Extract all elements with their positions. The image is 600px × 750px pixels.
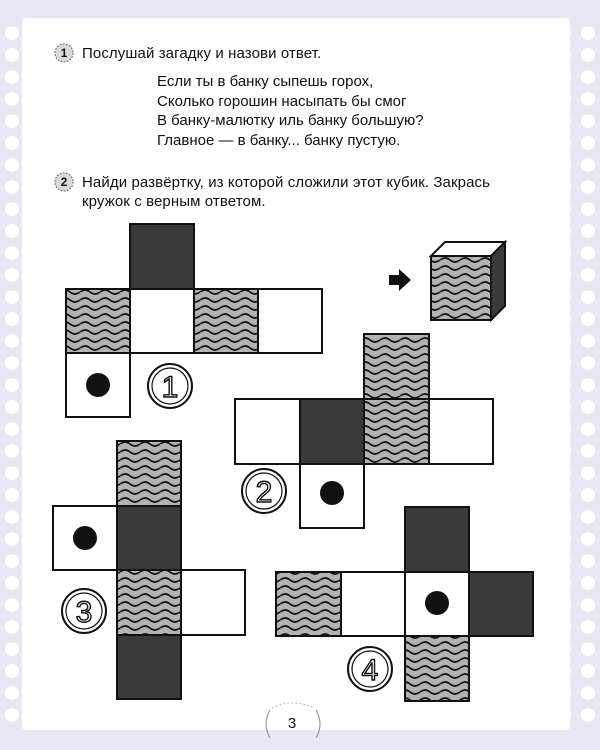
dot-icon [320,481,344,505]
dot-icon [86,373,110,397]
option-label-4: 4 [361,654,379,687]
riddle-line: В банку-малютку иль банку большую? [157,112,424,129]
net1-face-wave-a [66,289,130,353]
task1-text: Послушай загадку и назови ответ. [82,45,322,62]
riddle-line: Главное — в банку... банку пустую. [157,131,401,149]
option-label-1: 1 [161,371,179,404]
net1-face-white-end [258,289,322,353]
task-number-2: 2 [60,175,68,190]
net4-face-dark-right [469,572,533,636]
net2-face-wave [364,399,429,464]
net2-face-white-a [235,399,300,464]
net-1 [66,224,322,417]
net1-face-top [130,224,194,289]
net2-face-dark [300,399,364,464]
net4-face-wave [276,572,341,636]
option-label-2: 2 [255,476,273,509]
net2-face-wave-top [364,334,429,399]
net3-face-wave [117,570,181,635]
net3-face-dark [117,506,181,570]
riddle-line: Сколько горошин насыпать бы смог [157,92,407,110]
page-number: 3 [287,715,297,732]
net3-face-dark-bottom [117,635,181,699]
net3-face-wave-top [117,441,181,506]
task2-text-line1: Найди развёртку, из которой сложили этот кубик. Закрась [82,174,491,191]
dot-icon [73,526,97,550]
riddle-line: Если ты в банку сыпешь горох, [157,73,374,90]
net3-face-white [181,570,245,635]
net1-face-white [130,289,194,353]
net4-face-wave-bottom [405,636,469,701]
net4-face-dark-top [405,507,469,572]
task-number-1: 1 [60,46,68,61]
option-label-3: 3 [75,596,93,629]
net1-face-wave-b [194,289,258,353]
net-3 [53,441,245,699]
task2-text-line2: кружок с верным ответом. [82,193,266,210]
net2-face-white-b [429,399,493,464]
arrow-right-icon [389,269,411,291]
dot-icon [425,591,449,615]
cube-icon [431,242,505,320]
net4-face-white [341,572,405,636]
net-4 [276,507,533,701]
